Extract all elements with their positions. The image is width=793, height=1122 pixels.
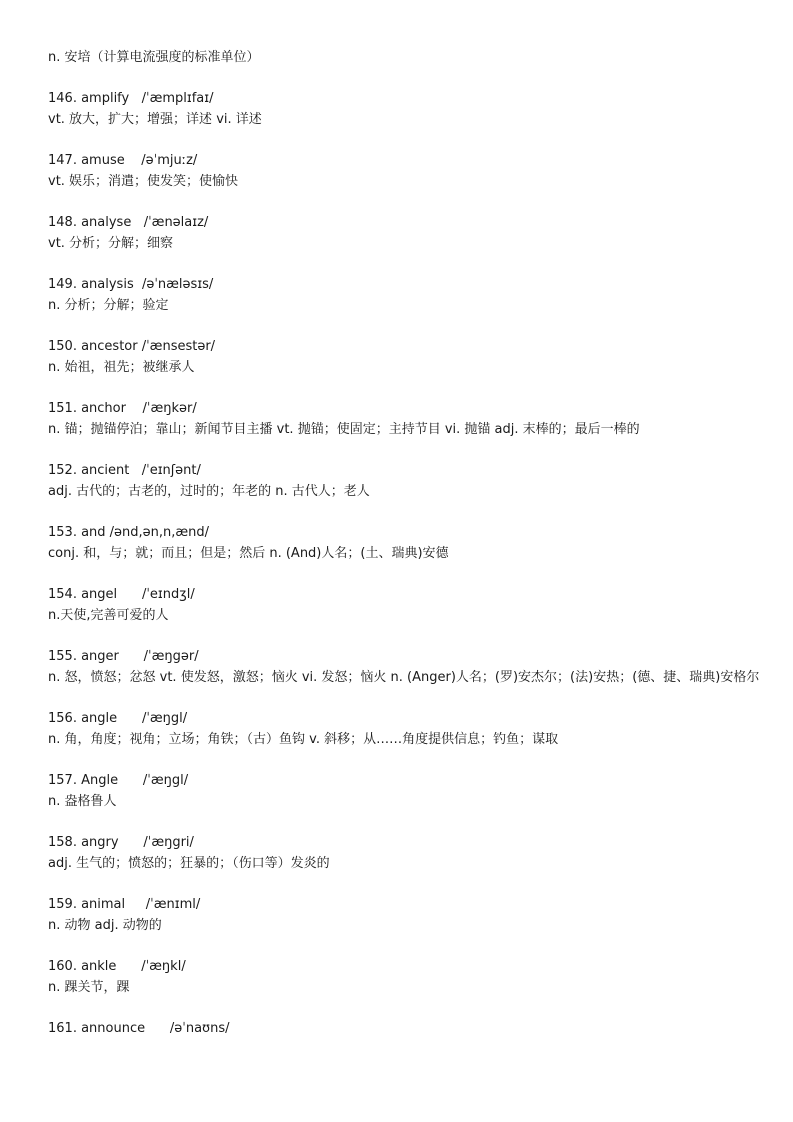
entry-headword: 152. ancient /ˈeɪnʃənt/ bbox=[48, 463, 201, 478]
entry-159 bbox=[48, 894, 768, 936]
entry-151 bbox=[48, 398, 768, 440]
entry-headword: 146. amplify /ˈæmplɪfaɪ/ bbox=[48, 91, 214, 106]
entry-160 bbox=[48, 956, 768, 998]
entry-definition: n. 动物 adj. 动物的 bbox=[48, 918, 162, 933]
entry-headword: 147. amuse /əˈmjuːz/ bbox=[48, 153, 198, 168]
entry-definition: conj. 和，与；就；而且；但是；然后 n. (And)人名；(土、瑞典)安德 bbox=[48, 546, 449, 561]
entry-headword: 149. analysis /əˈnæləsɪs/ bbox=[48, 277, 214, 292]
entry-headword: 160. ankle /ˈæŋkl/ bbox=[48, 959, 186, 974]
entry-150 bbox=[48, 336, 768, 378]
entry-headword: 159. animal /ˈænɪml/ bbox=[48, 897, 201, 912]
entry-definition: n. 踝关节，踝 bbox=[48, 980, 130, 995]
entry-152 bbox=[48, 460, 768, 502]
entry-headword: 155. anger /ˈæŋgər/ bbox=[48, 649, 199, 664]
entry-156 bbox=[48, 708, 768, 750]
entry-headword: 158. angry /ˈæŋgri/ bbox=[48, 835, 194, 850]
entry-definition: n. 怒，愤怒；忿怒 vt. 使发怒，激怒；恼火 vi. 发怒；恼火 n. (Anger)人名；(罗)安杰尔；(法)安热；(德、捷、瑞典)安格尔 bbox=[48, 670, 760, 685]
entry-definition: vt. 分析；分解；细察 bbox=[48, 236, 174, 251]
entry-definition: adj. 古代的；古老的，过时的；年老的 n. 古代人；老人 bbox=[48, 484, 370, 499]
entry-headword: 151. anchor /ˈæŋkər/ bbox=[48, 401, 197, 416]
entry-definition: n. 锚；抛锚停泊；靠山；新闻节目主播 vt. 抛锚；使固定；主持节目 vi. 抛锚 adj. 末棒的；最后一棒的 bbox=[48, 422, 640, 437]
entry-definition: n. 角，角度；视角；立场；角铁；（古）鱼钩 v. 斜移；从……角度提供信息；钓鱼；谋取 bbox=[48, 732, 559, 747]
entry-headword: 161. announce /əˈnaʊns/ bbox=[48, 1021, 230, 1036]
entry-157 bbox=[48, 770, 768, 812]
entry-146 bbox=[48, 88, 768, 130]
entry-161 bbox=[48, 1018, 768, 1039]
document-page bbox=[48, 47, 768, 1059]
entry-top bbox=[48, 47, 768, 68]
entry-153 bbox=[48, 522, 768, 564]
entry-headword: 148. analyse /ˈænəlaɪz/ bbox=[48, 215, 209, 230]
entry-headword: 150. ancestor /ˈænsestər/ bbox=[48, 339, 216, 354]
entry-definition: vt. 娱乐；消遣；使发笑；使愉快 bbox=[48, 174, 239, 189]
entry-headword: 153. and /ənd,ən,n,ænd/ bbox=[48, 525, 210, 540]
entry-definition: n. 盎格鲁人 bbox=[48, 794, 117, 809]
entry-headword: 157. Angle /ˈæŋgl/ bbox=[48, 773, 189, 788]
entry-155 bbox=[48, 646, 768, 688]
entry-definition: adj. 生气的；愤怒的；狂暴的；（伤口等）发炎的 bbox=[48, 856, 330, 871]
entry-154 bbox=[48, 584, 768, 626]
entry-definition: vt. 放大，扩大；增强；详述 vi. 详述 bbox=[48, 112, 262, 127]
entry-158 bbox=[48, 832, 768, 874]
entry-definition: n. 安培（计算电流强度的标准单位） bbox=[48, 50, 260, 65]
entry-definition: n. 始祖，祖先；被继承人 bbox=[48, 360, 195, 375]
entry-definition: n. 分析；分解；验定 bbox=[48, 298, 169, 313]
entry-149 bbox=[48, 274, 768, 316]
entry-headword: 154. angel /ˈeɪndʒl/ bbox=[48, 587, 195, 602]
entry-148 bbox=[48, 212, 768, 254]
entry-headword: 156. angle /ˈæŋgl/ bbox=[48, 711, 188, 726]
entry-147 bbox=[48, 150, 768, 192]
entry-definition: n.天使,完善可爱的人 bbox=[48, 608, 169, 623]
